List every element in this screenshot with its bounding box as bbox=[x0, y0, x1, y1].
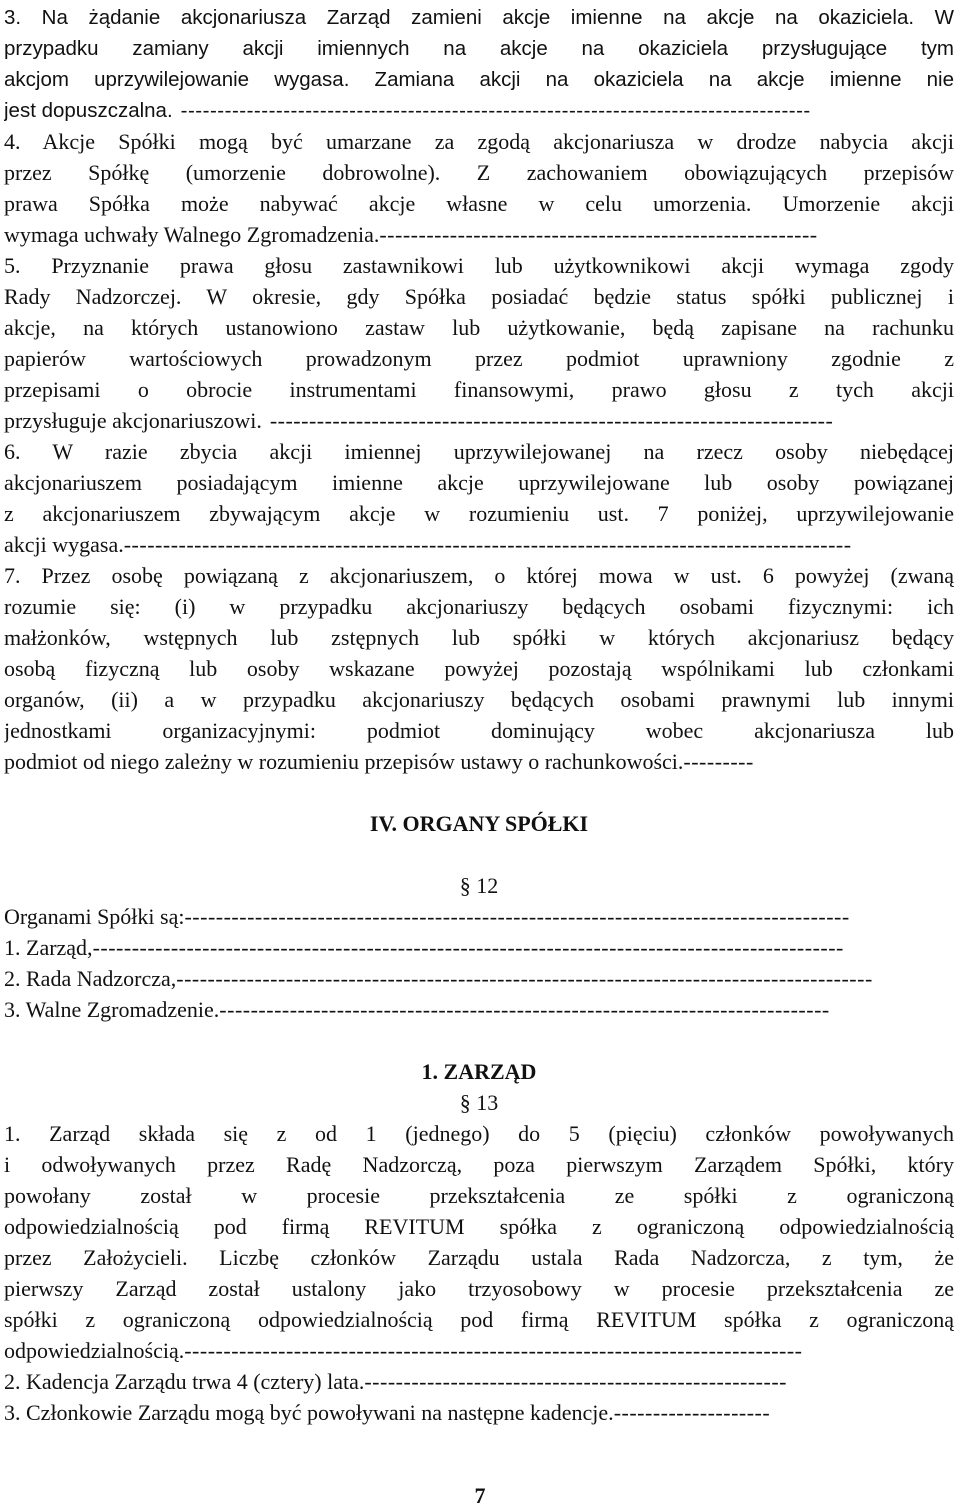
text-line bbox=[4, 1335, 954, 1366]
dash-fill: -------------------------------------------------------- bbox=[379, 222, 818, 247]
line-text: przysługuje akcjonariuszowi. bbox=[4, 408, 262, 433]
dash-fill: ------------------------------------------------------------------------------ bbox=[219, 997, 830, 1022]
subsection-title: 1. ZARZĄD bbox=[421, 1059, 537, 1084]
line-text: jest dopuszczalna. bbox=[4, 99, 173, 122]
text-line bbox=[4, 405, 954, 436]
text-line: akcjom uprzywilejowanie wygasa. Zamiana akcji na okaziciela na akcje imienne nie bbox=[4, 68, 954, 91]
text-line: jednostkami organizacyjnymi: podmiot dominujący wobec akcjonariusza lub bbox=[4, 718, 954, 743]
line-text: odpowiedzialnością. bbox=[4, 1338, 185, 1363]
line-text: 1. Zarząd, bbox=[4, 935, 93, 960]
text-line bbox=[4, 1397, 954, 1428]
line-text: 2. Rada Nadzorcza, bbox=[4, 966, 177, 991]
text-line: 6. W razie zbycia akcji imiennej uprzywilejowanej na rzecz osoby niebędącej bbox=[4, 439, 954, 464]
line-text: 3. Walne Zgromadzenie. bbox=[4, 997, 220, 1022]
line-text: 3. Członkowie Zarządu mogą być powoływani na następne kadencje. bbox=[4, 1400, 614, 1425]
dash-fill: ----------------------------------------------------------------------------------------- bbox=[176, 966, 873, 991]
dash-fill: --------- bbox=[683, 749, 754, 774]
text-line: powołany został w procesie przekształcenia ze spółki z ograniczoną bbox=[4, 1183, 954, 1208]
text-line: pierwszy Zarząd został ustalony jako trzyosobowy w procesie przekształcenia ze bbox=[4, 1276, 954, 1301]
section-title: IV. ORGANY SPÓŁKI bbox=[369, 811, 589, 836]
text-line bbox=[4, 746, 954, 777]
text-line: rozumie się: (i) w przypadku akcjonariuszy będących osobami fizycznymi: ich bbox=[4, 594, 954, 619]
paragraph-number-12: § 12 bbox=[459, 873, 499, 898]
dash-fill: ------------------------------------------------------------------------ bbox=[269, 408, 834, 433]
text-line: Rady Nadzorczej. W okresie, gdy Spółka posiadać będzie status spółki publicznej i bbox=[4, 284, 954, 309]
text-line: przez Założycieli. Liczbę członków Zarządu ustala Rada Nadzorcza, z tym, że bbox=[4, 1245, 954, 1270]
blank-line bbox=[4, 1025, 954, 1056]
text-line: przez Spółkę (umorzenie dobrowolne). Z zachowaniem obowiązujących przepisów bbox=[4, 160, 954, 185]
text-line: z akcjonariuszem zbywającym akcje w rozumieniu ust. 7 poniżej, uprzywilejowanie bbox=[4, 501, 954, 526]
page-number: 7 bbox=[474, 1483, 486, 1508]
blank-line bbox=[4, 839, 954, 870]
text-line: 5. Przyznanie prawa głosu zastawnikowi lub użytkownikowi akcji wymaga zgody bbox=[4, 253, 954, 278]
text-line: akcje, na których ustanowiono zastaw lub użytkowanie, będą zapisane na rachunku bbox=[4, 315, 954, 340]
text-line: osobą fizyczną lub osoby wskazane powyżej pozostają wspólnikami lub członkami bbox=[4, 656, 954, 681]
text-line bbox=[4, 963, 954, 994]
text-line bbox=[4, 529, 954, 560]
text-line: prawa Spółka może nabywać akcje własne w celu umorzenia. Umorzenie akcji bbox=[4, 191, 954, 216]
text-line: 1. Zarząd składa się z od 1 (jednego) do 5 (pięciu) członków powoływanych bbox=[4, 1121, 954, 1146]
line-text: akcji wygasa. bbox=[4, 532, 124, 557]
dash-fill: ------------------------------------------------------------------------------- bbox=[184, 1338, 803, 1363]
text-line bbox=[4, 994, 954, 1025]
document-page bbox=[4, 2, 954, 1428]
text-line: spółki z ograniczoną odpowiedzialnością pod firmą REVITUM spółka z ograniczoną bbox=[4, 1307, 954, 1332]
text-line: przepisami o obrocie instrumentami finansowymi, prawo głosu z tych akcji bbox=[4, 377, 954, 402]
text-line bbox=[4, 219, 954, 250]
line-text: Organami Spółki są: bbox=[4, 904, 185, 929]
text-line: przypadku zamiany akcji imiennych na akcje na okaziciela przysługujące tym bbox=[4, 37, 954, 60]
dash-fill: ------------------------------------------------------------------------------------------------ bbox=[92, 935, 844, 960]
text-line: akcjonariuszem posiadającym imienne akcje uprzywilejowane lub osoby powiązanej bbox=[4, 470, 954, 495]
blank-line bbox=[4, 777, 954, 808]
dash-fill: ------------------------------------------------------------------------------------- bbox=[184, 904, 850, 929]
text-line: i odwoływanych przez Radę Nadzorczą, poza pierwszym Zarządem Spółki, który bbox=[4, 1152, 954, 1177]
text-line: 3. Na żądanie akcjonariusza Zarząd zamieni akcje imienne na akcje na okaziciela. W bbox=[4, 6, 954, 29]
paragraph-number-13: § 13 bbox=[459, 1090, 499, 1115]
text-line: odpowiedzialnością pod firmą REVITUM spółka z ograniczoną odpowiedzialnością bbox=[4, 1214, 954, 1239]
line-text: wymaga uchwały Walnego Zgromadzenia. bbox=[4, 222, 380, 247]
text-line: 7. Przez osobę powiązaną z akcjonariuszem, o której mowa w ust. 6 powyżej (zwaną bbox=[4, 563, 954, 588]
dash-fill: --------------------------------------------------------------------------------------------- bbox=[123, 532, 852, 557]
dash-fill: ------------------------------------------------------ bbox=[364, 1369, 787, 1394]
text-line bbox=[4, 932, 954, 963]
text-line: małżonków, wstępnych lub zstępnych lub spółki w których akcjonariusz będący bbox=[4, 625, 954, 650]
text-line bbox=[4, 95, 954, 126]
text-line: 4. Akcje Spółki mogą być umarzane za zgodą akcjonariusza w drodze nabycia akcji bbox=[4, 129, 954, 154]
text-line bbox=[4, 1366, 954, 1397]
line-text: 2. Kadencja Zarządu trwa 4 (cztery) lata. bbox=[4, 1369, 365, 1394]
text-line: organów, (ii) a w przypadku akcjonariuszy będących osobami prawnymi lub innymi bbox=[4, 687, 954, 712]
dash-fill: -------------------- bbox=[613, 1400, 771, 1425]
line-text: podmiot od niego zależny w rozumieniu przepisów ustawy o rachunkowości. bbox=[4, 749, 684, 774]
text-line: papierów wartościowych prowadzonym przez podmiot uprawniony zgodnie z bbox=[4, 346, 954, 371]
text-line bbox=[4, 901, 954, 932]
dash-fill: -------------------------------------------------------------------------------------- bbox=[180, 99, 811, 122]
